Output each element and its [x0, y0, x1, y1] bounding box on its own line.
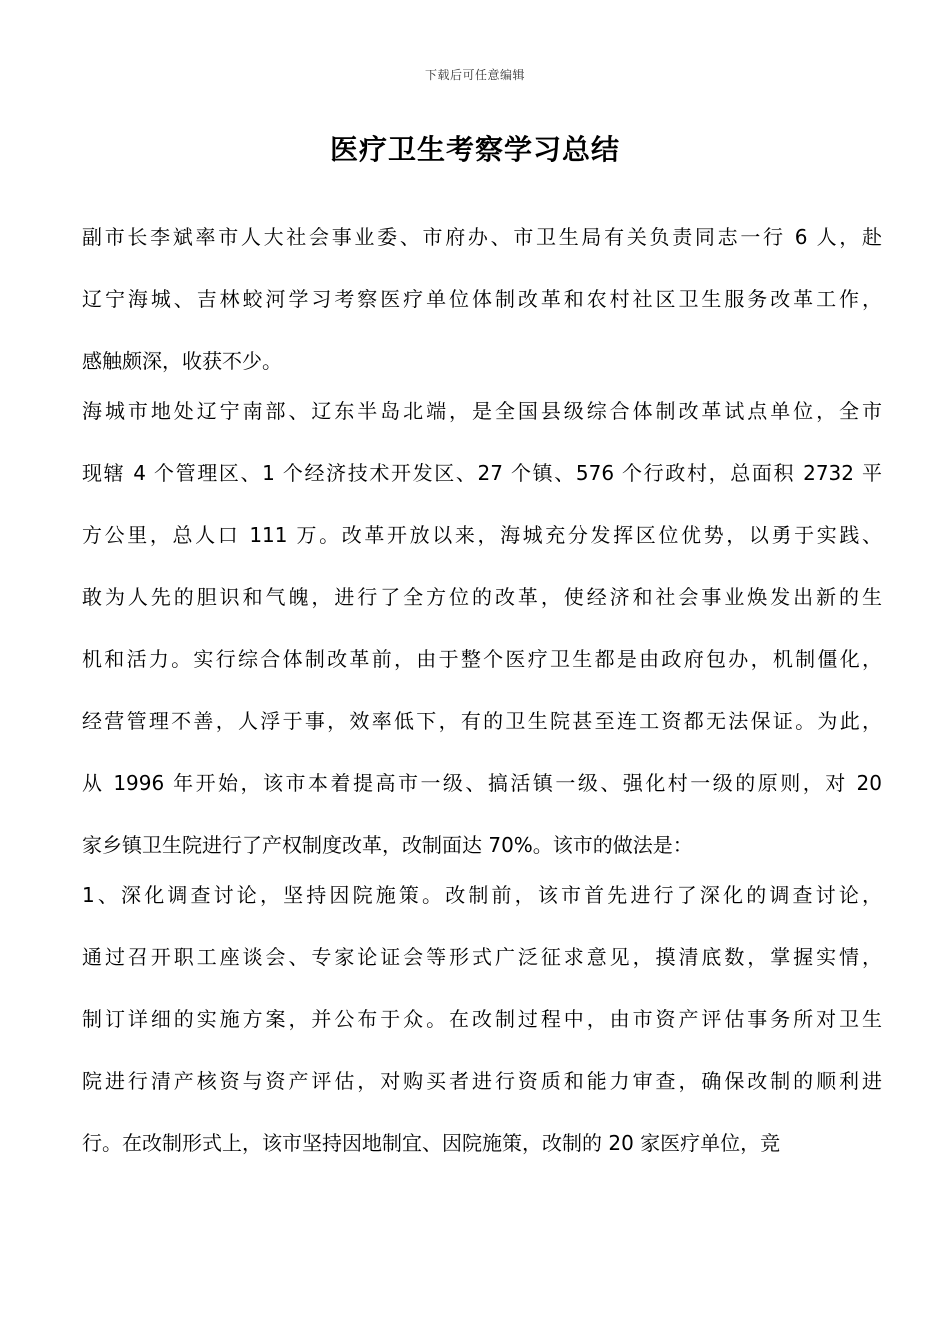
paragraph-point-1	[82, 876, 882, 1186]
text-line: 感触颇深，收获不少。	[82, 349, 282, 373]
document-title: 医疗卫生考察学习总结	[329, 133, 620, 166]
text-line: 院进行清产核资与资产评估，对购买者进行资质和能力审查，确保改制的顺利进	[82, 1069, 882, 1093]
text-line: 1、深化调查讨论，坚持因院施策。改制前，该市首先进行了深化的调查讨论，	[82, 883, 882, 907]
paragraph-haicheng	[82, 392, 882, 876]
text-line: 通过召开职工座谈会、专家论证会等形式广泛征求意见，摸清底数，掌握实情，	[82, 945, 882, 969]
text-line: 家乡镇卫生院进行了产权制度改革，改制面达 70%。该市的做法是：	[82, 833, 693, 857]
document-body	[82, 218, 882, 1186]
text-line: 经营管理不善，人浮于事，效率低下，有的卫生院甚至连工资都无法保证。为此，	[82, 709, 882, 733]
text-line: 从 1996 年开始，该市本着提高市一级、搞活镇一级、强化村一级的原则，对 20	[82, 771, 882, 795]
text-line: 行。在改制形式上，该市坚持因地制宜、因院施策，改制的 20 家医疗单位，竞	[82, 1131, 781, 1155]
text-line: 现辖 4 个管理区、1 个经济技术开发区、27 个镇、576 个行政村，总面积 2732 平	[82, 461, 882, 485]
text-line: 机和活力。实行综合体制改革前，由于整个医疗卫生都是由政府包办，机制僵化，	[82, 647, 882, 671]
text-line: 制订详细的实施方案，并公布于众。在改制过程中，由市资产评估事务所对卫生	[82, 1007, 882, 1031]
text-line: 敢为人先的胆识和气魄，进行了全方位的改革，使经济和社会事业焕发出新的生	[82, 585, 882, 609]
text-line: 海城市地处辽宁南部、辽东半岛北端，是全国县级综合体制改革试点单位，全市	[82, 399, 882, 423]
text-line: 副市长李斌率市人大社会事业委、市府办、市卫生局有关负责同志一行 6 人，赴	[82, 225, 882, 249]
paragraph-intro	[82, 218, 882, 392]
text-line: 辽宁海城、吉林蛟河学习考察医疗单位体制改革和农村社区卫生服务改革工作，	[82, 287, 882, 311]
text-line: 方公里，总人口 111 万。改革开放以来，海城充分发挥区位优势，以勇于实践、	[82, 523, 882, 547]
header-note: 下载后可任意编辑	[424, 68, 525, 82]
